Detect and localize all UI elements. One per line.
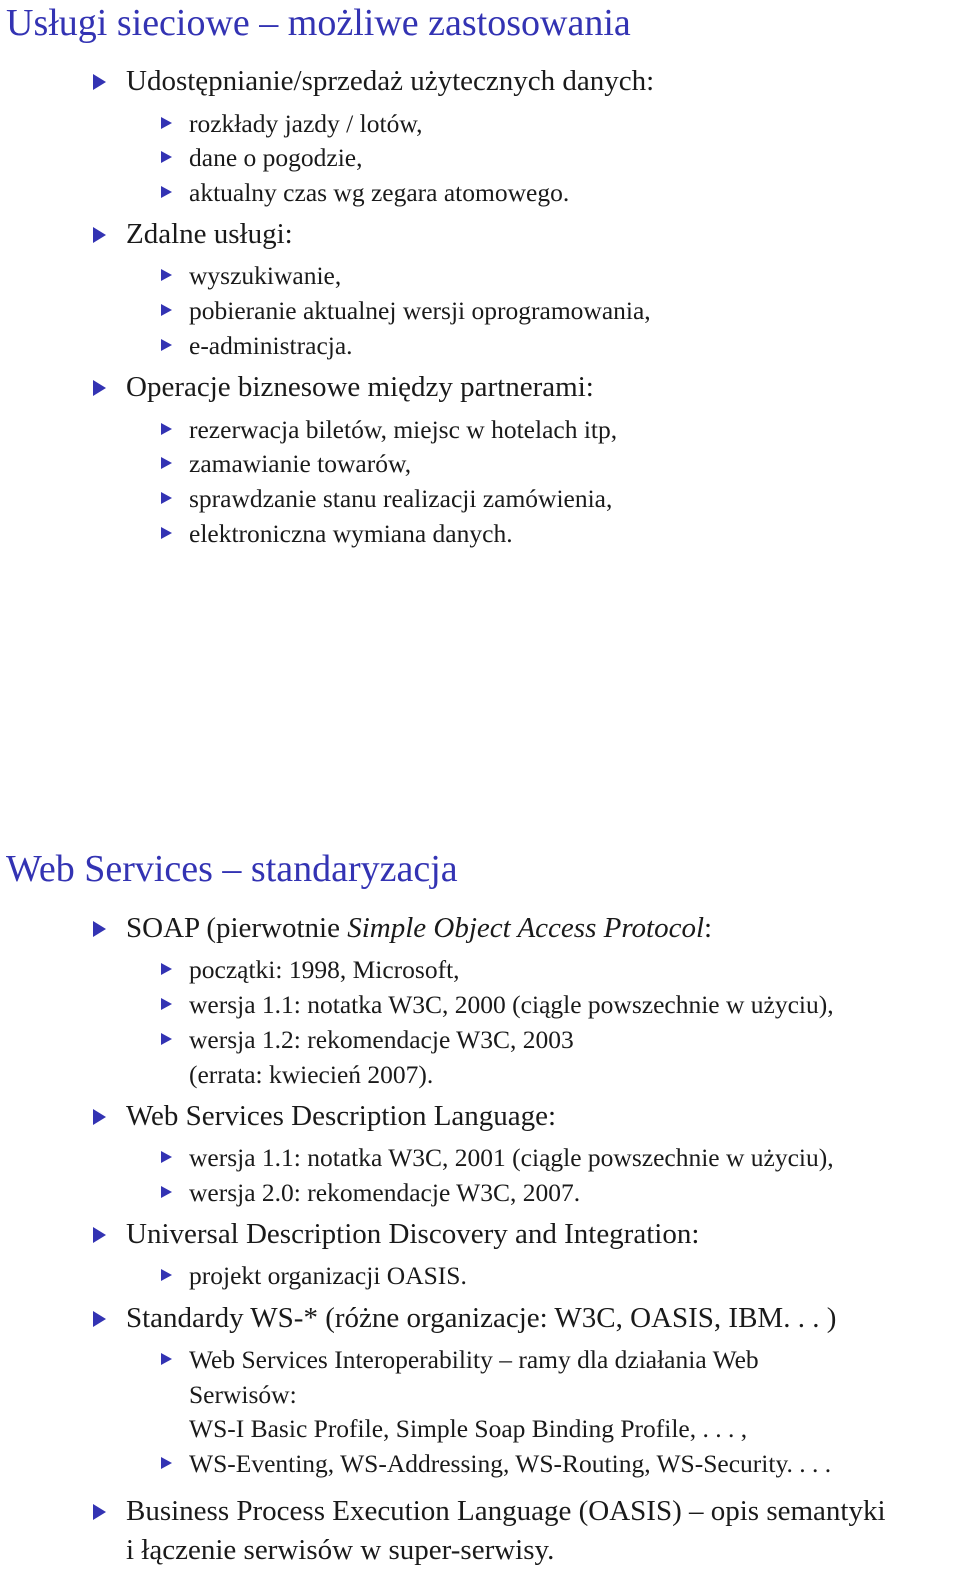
bullet-arrow-icon: [161, 304, 172, 316]
bullet-arrow-icon: [93, 1227, 106, 1243]
bullet-arrow-icon: [161, 1033, 172, 1045]
sub-list-item: aktualny czas wg zegara atomowego.: [189, 178, 570, 207]
list-item-italic-text: Simple Object Access Protocol: [347, 912, 705, 944]
list-item: Udostępnianie/sprzedaż użytecznych danych:: [126, 65, 655, 97]
sub-list-item: Web Services Interoperability – ramy dla działania Web: [189, 1345, 759, 1374]
list-item: Web Services Description Language:: [126, 1100, 557, 1132]
bullet-arrow-icon: [93, 921, 106, 937]
sub-list-item-continuation: (errata: kwiecień 2007).: [189, 1060, 434, 1089]
bullet-arrow-icon: [93, 1109, 106, 1125]
bullet-arrow-icon: [161, 151, 172, 163]
list-item: Business Process Execution Language (OASIS) – opis semantyki: [126, 1495, 886, 1527]
bullet-arrow-icon: [161, 1151, 172, 1163]
sub-list-item: wersja 2.0: rekomendacje W3C, 2007.: [189, 1178, 581, 1207]
sub-list-item: e-administracja.: [189, 331, 353, 360]
bullet-arrow-icon: [161, 117, 172, 129]
bullet-arrow-icon: [161, 1353, 172, 1365]
sub-list-item: pobieranie aktualnej wersji oprogramowania,: [189, 296, 651, 325]
list-item: Universal Description Discovery and Integration:: [126, 1218, 700, 1250]
bullet-arrow-icon: [161, 1269, 172, 1281]
bullet-arrow-icon: [161, 186, 172, 198]
bullet-arrow-icon: [161, 269, 172, 281]
list-item-text: SOAP (pierwotnie: [126, 912, 348, 944]
sub-list-item: WS-Eventing, WS-Addressing, WS-Routing, WS-Security. . . .: [189, 1449, 832, 1478]
sub-list-item: wersja 1.1: notatka W3C, 2001 (ciągle powszechnie w użyciu),: [189, 1143, 834, 1172]
list-item: [126, 909, 712, 948]
list-item: Zdalne usługi:: [126, 218, 293, 250]
slide-title: Usługi sieciowe – możliwe zastosowania: [6, 2, 631, 44]
slide-title: Web Services – standaryzacja: [6, 848, 458, 890]
sub-list-item: wersja 1.2: rekomendacje W3C, 2003: [189, 1025, 574, 1054]
bullet-arrow-icon: [93, 380, 106, 396]
bullet-arrow-icon: [161, 423, 172, 435]
bullet-arrow-icon: [161, 1457, 172, 1469]
sub-list-item: elektroniczna wymiana danych.: [189, 519, 513, 548]
list-item: Operacje biznesowe między partnerami:: [126, 371, 594, 403]
sub-list-item: wersja 1.1: notatka W3C, 2000 (ciągle powszechnie w użyciu),: [189, 990, 834, 1019]
bullet-arrow-icon: [161, 1186, 172, 1198]
bullet-arrow-icon: [161, 492, 172, 504]
bullet-arrow-icon: [161, 998, 172, 1010]
bullet-arrow-icon: [93, 1311, 106, 1327]
bullet-arrow-icon: [161, 527, 172, 539]
sub-list-item-continuation: Serwisów:: [189, 1380, 297, 1409]
sub-list-item: zamawianie towarów,: [189, 449, 412, 478]
bullet-arrow-icon: [93, 1504, 106, 1520]
sub-list-item: rozkłady jazdy / lotów,: [189, 109, 423, 138]
sub-list-item: wyszukiwanie,: [189, 261, 342, 290]
bullet-arrow-icon: [93, 227, 106, 243]
sub-list-item-continuation: WS-I Basic Profile, Simple Soap Binding Profile, . . . ,: [189, 1414, 748, 1443]
sub-list-item: początki: 1998, Microsoft,: [189, 955, 460, 984]
sub-list-item: dane o pogodzie,: [189, 143, 363, 172]
bullet-arrow-icon: [93, 74, 106, 90]
sub-list-item: rezerwacja biletów, miejsc w hotelach itp,: [189, 415, 618, 444]
list-item-text: :: [704, 912, 713, 944]
list-item-continuation: i łączenie serwisów w super-serwisy.: [126, 1534, 555, 1566]
bullet-arrow-icon: [161, 339, 172, 351]
bullet-arrow-icon: [161, 963, 172, 975]
sub-list-item: projekt organizacji OASIS.: [189, 1261, 467, 1290]
list-item: Standardy WS-* (różne organizacje: W3C, OASIS, IBM. . . ): [126, 1302, 837, 1334]
sub-list-item: sprawdzanie stanu realizacji zamówienia,: [189, 484, 613, 513]
bullet-arrow-icon: [161, 457, 172, 469]
